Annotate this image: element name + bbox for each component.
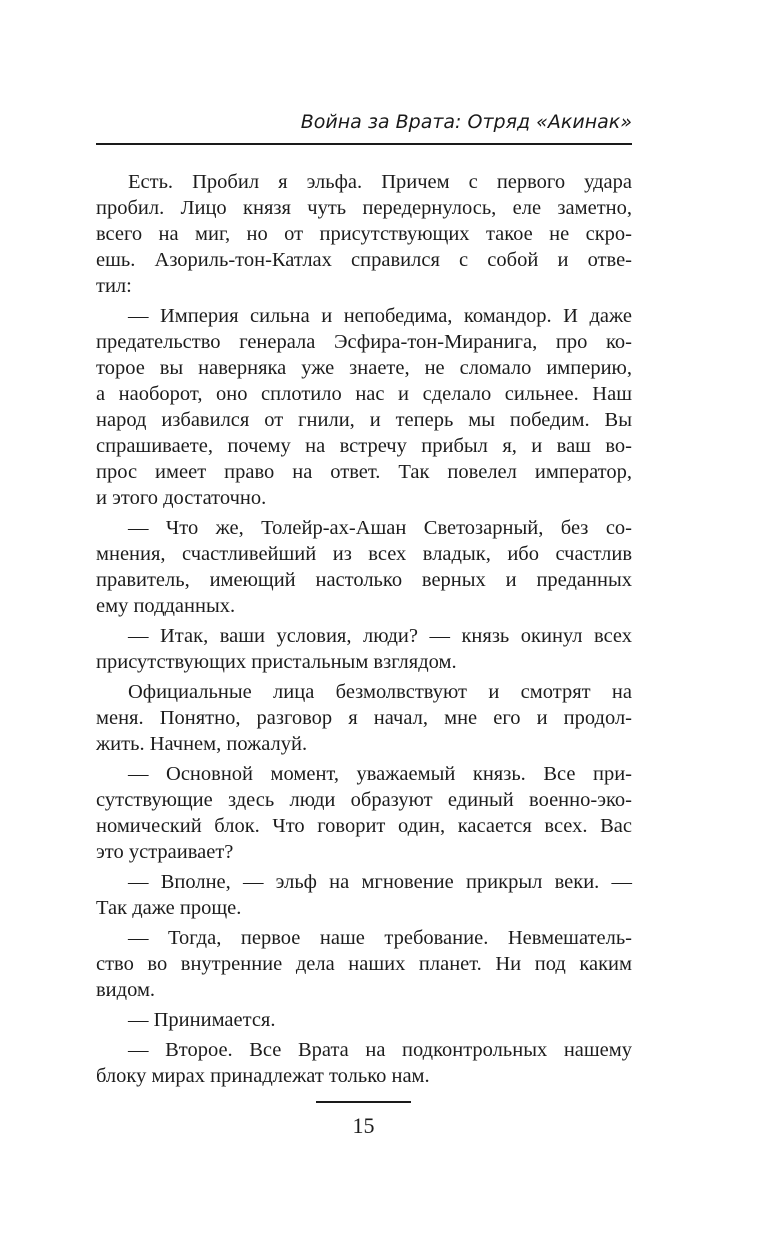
text-line: мнения, счастливейший из всех владык, ибо счастлив bbox=[96, 543, 632, 565]
paragraph bbox=[96, 1007, 632, 1033]
text-line: блоку мирах принадлежат только нам. bbox=[96, 1065, 430, 1087]
text-line: торое вы наверняка уже знаете, не сломало империю, bbox=[96, 357, 632, 379]
paragraph bbox=[96, 515, 632, 619]
text-line: сутствующие здесь люди образуют единый военно-эко- bbox=[96, 789, 632, 811]
text-line: спрашиваете, почему на встречу прибыл я, и ваш во- bbox=[96, 435, 632, 457]
body-text bbox=[96, 169, 632, 1093]
text-line: ему подданных. bbox=[96, 595, 236, 617]
text-line: — Принимается. bbox=[128, 1009, 276, 1031]
text-line: правитель, имеющий настолько верных и преданных bbox=[96, 569, 632, 591]
paragraph bbox=[96, 679, 632, 757]
text-line: меня. Понятно, разговор я начал, мне его и продол- bbox=[96, 707, 632, 729]
text-line: номический блок. Что говорит один, касается всех. Вас bbox=[96, 815, 632, 837]
text-line: — Вполне, — эльф на мгновение прикрыл веки. — bbox=[128, 871, 632, 893]
text-line: и этого достаточно. bbox=[96, 487, 267, 509]
footer-rule bbox=[316, 1101, 411, 1103]
text-line: это устраивает? bbox=[96, 841, 234, 863]
text-line: пробил. Лицо князя чуть передернулось, еле заметно, bbox=[96, 197, 632, 219]
text-line: присутствующих пристальным взглядом. bbox=[96, 651, 457, 673]
text-line: Так даже проще. bbox=[96, 897, 242, 919]
text-line: ешь. Азориль-тон-Катлах справился с собой и отве- bbox=[96, 249, 632, 271]
text-line: всего на миг, но от присутствующих такое не скро- bbox=[96, 223, 632, 245]
paragraph bbox=[96, 623, 632, 675]
text-line: видом. bbox=[96, 979, 156, 1001]
text-line: — Империя сильна и непобедима, командор. И даже bbox=[128, 305, 632, 327]
text-line: прос имеет право на ответ. Так повелел император, bbox=[96, 461, 632, 483]
text-line: — Что же, Толейр-ах-Ашан Светозарный, без со- bbox=[128, 517, 632, 539]
text-line: тил: bbox=[96, 275, 132, 297]
text-line: жить. Начнем, пожалуй. bbox=[96, 733, 308, 755]
page-number: 15 bbox=[352, 1113, 375, 1138]
text-line: Есть. Пробил я эльфа. Причем с первого удара bbox=[128, 171, 632, 193]
text-line: — Итак, ваши условия, люди? — князь окинул всех bbox=[128, 625, 632, 647]
paragraph bbox=[96, 1037, 632, 1089]
header-rule bbox=[96, 143, 632, 145]
text-line: ство во внутренние дела наших планет. Ни под каким bbox=[96, 953, 632, 975]
running-head-title: Война за Врата: Отряд «Акинак» bbox=[300, 111, 632, 133]
paragraph bbox=[96, 869, 632, 921]
text-line: народ избавился от гнили, и теперь мы победим. Вы bbox=[96, 409, 632, 431]
text-line: — Тогда, первое наше требование. Невмешатель- bbox=[128, 927, 632, 949]
text-line: Официальные лица безмолвствуют и смотрят на bbox=[128, 681, 632, 703]
text-line: — Второе. Все Врата на подконтрольных нашему bbox=[128, 1039, 632, 1061]
paragraph bbox=[96, 761, 632, 865]
paragraph bbox=[96, 303, 632, 511]
text-line: — Основной момент, уважаемый князь. Все при- bbox=[128, 763, 632, 785]
text-line: предательство генерала Эсфира-тон-Миранига, про ко- bbox=[96, 331, 632, 353]
paragraph bbox=[96, 169, 632, 299]
paragraph bbox=[96, 925, 632, 1003]
text-line: а наоборот, оно сплотило нас и сделало сильнее. Наш bbox=[96, 383, 632, 405]
